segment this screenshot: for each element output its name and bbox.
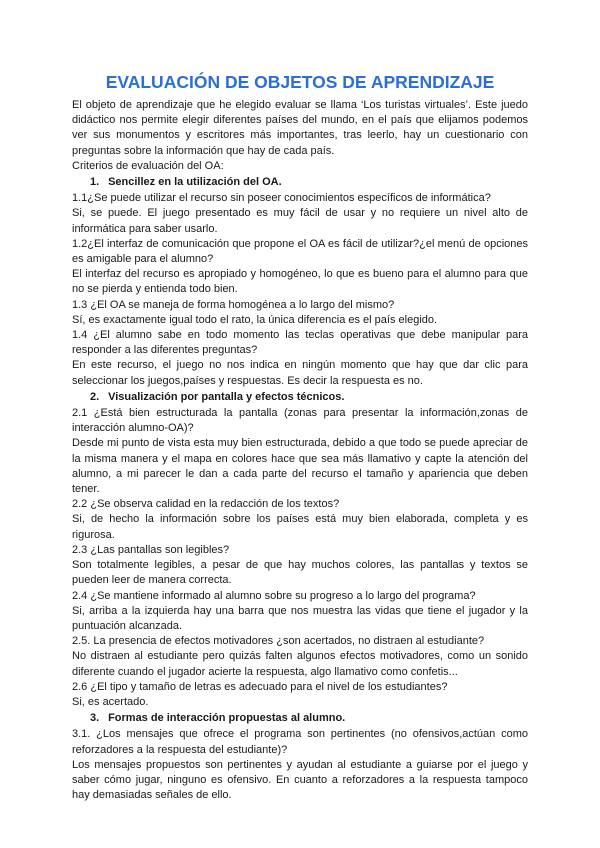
question-1-2: 1.2¿El interfaz de comunicación que propone el OA es fácil de utilizar?¿el menú de opciones es amigable para el alumno? <box>72 237 528 266</box>
document-page <box>72 72 528 803</box>
question-1-4: 1.4 ¿El alumno sabe en todo momento las teclas operativas que debe manipular para responder a las diferentes preguntas? <box>72 329 528 357</box>
answer-2-6: Si, es acertado. <box>72 695 149 708</box>
answer-1-3: Sí, es exactamente igual todo el rato, la única diferencia es el país elegido. <box>72 313 438 326</box>
section-3 <box>72 711 528 803</box>
section-1 <box>72 175 528 389</box>
answer-2-3: Son totalmente legibles, a pesar de que hay muchos colores, las pantallas y textos se pueden leer de manera correcta. <box>72 559 528 587</box>
answer-2-5: No distraen al estudiante pero quizás falten algunos efectos motivadores, como un sonido diferente cuando el jugador acierte la respuesta, algo llamativo como confetis... <box>72 650 528 678</box>
page-title: EVALUACIÓN DE OBJETOS DE APRENDIZAJE <box>105 72 495 92</box>
question-2-6: 2.6 ¿El tipo y tamaño de letras es adecuado para el nivel de los estudiantes? <box>72 680 448 693</box>
section-title: Visualización por pantalla y efectos técnicos. <box>108 390 345 403</box>
question-2-4: 2.4 ¿Se mantiene informado al alumno sobre su progreso a lo largo del programa? <box>72 589 476 602</box>
section-number: 1. <box>90 176 100 189</box>
section-number: 2. <box>90 390 100 403</box>
question-2-1: 2.1 ¿Está bien estructurada la pantalla (zonas para presentar la información,zonas de interacción alumno-OA)? <box>72 407 528 435</box>
answer-2-2: Si, de hecho la información sobre los países está muy bien elaborada, completa y es rigurosa. <box>72 513 528 541</box>
answer-2-4: Si, arriba a la izquierda hay una barra que nos muestra las vidas que tiene el jugador y la puntuación alcanzada. <box>72 604 528 632</box>
section-heading <box>72 390 528 405</box>
answer-2-1: Desde mi punto de vista esta muy bien estructurada, debido a que todo se puede apreciar de la misma manera y el mapa en colores hace que sea más llamativo y capte la atención del alumno, a mi parecer le dan a cada parte del recurso el tamaño y apariencia que deben tener. <box>72 437 528 496</box>
question-2-5: 2.5. La presencia de efectos motivadores ¿son acertados, no distraen al estudiante? <box>72 635 485 648</box>
answer-1-4: En este recurso, el juego no nos indica en ningún momento que hay que dar clic para seleccionar los juegos,países y respuestas. Es decir la respuesta es no. <box>72 359 528 387</box>
answer-1-1: Si, se puede. El juego presentado es muy fácil de usar y no requiere un nivel alto de informática para saber usarlo. <box>72 207 528 235</box>
intro-paragraph: El objeto de aprendizaje que he elegido evaluar se llama ‘Los turistas virtuales’. Este juedo didáctico nos permite elegir diferentes países del mundo, en el país que elijamos podemos ver sus monumentos y escritores más importantes, tras leerlo, hay un cuestionario con preguntas sobre la información que hay de cada país. <box>72 99 528 157</box>
answer-3-1: Los mensajes propuestos son pertinentes y ayudan al estudiante a guiarse por el juego y saber cómo jugar, ninguno es ofensivo. En cuanto a reforzadores a la respuesta tampoco hay demasiadas señales de ello. <box>72 758 528 802</box>
question-3-1: 3.1. ¿Los mensajes que ofrece el programa son pertinentes (no ofensivos,actúan como reforzadores a la respuesta del estudiante)? <box>72 728 528 756</box>
question-1-3: 1.3 ¿El OA se maneja de forma homogénea a lo largo del mismo? <box>72 298 395 311</box>
section-2 <box>72 390 528 710</box>
section-number: 3. <box>90 712 100 725</box>
section-heading <box>72 711 528 726</box>
question-1-1: 1.1¿Se puede utilizar el recurso sin poseer conocimientos específicos de informática? <box>72 192 491 205</box>
section-title: Formas de interacción propuestas al alumno. <box>108 712 346 725</box>
section-heading <box>72 175 528 190</box>
criteria-label: Criterios de evaluación del OA: <box>72 159 224 172</box>
question-2-2: 2.2 ¿Se observa calidad en la redacción de los textos? <box>72 498 340 511</box>
section-title: Sencillez en la utilización del OA. <box>108 176 282 189</box>
answer-1-2: El interfaz del recurso es apropiado y homogéneo, lo que es bueno para el alumno para que no se pierda y entienda todo bien. <box>72 268 528 296</box>
question-2-3: 2.3 ¿Las pantallas son legibles? <box>72 543 230 556</box>
